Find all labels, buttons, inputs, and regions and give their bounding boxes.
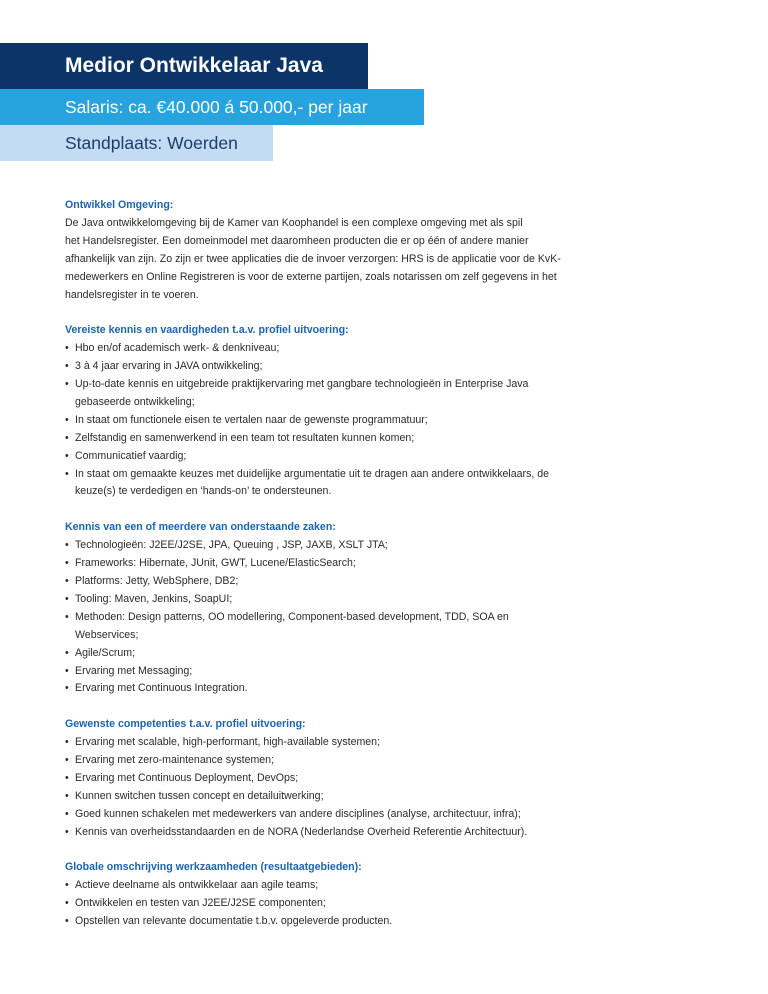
list-item: • Kunnen switchen tussen concept en detailuitwerking; bbox=[65, 788, 565, 806]
list-item: • Ervaring met Continuous Integration. bbox=[65, 680, 565, 698]
paragraph-line: De Java ontwikkelomgeving bij de Kamer van Koophandel is een complexe omgeving met als spil bbox=[65, 216, 523, 229]
job-title-banner bbox=[0, 43, 368, 89]
section-title: Vereiste kennis en vaardigheden t.a.v. profiel uitvoering: bbox=[65, 324, 349, 337]
salary-banner bbox=[0, 89, 424, 125]
list-item: • Up-to-date kennis en uitgebreide praktijkervaring met gangbare technologieën in Enterprise Java gebaseerde ontwikkeling; bbox=[65, 376, 565, 412]
list-item: • Opstellen van relevante documentatie t.b.v. opgeleverde producten. bbox=[65, 913, 565, 931]
section-title: Ontwikkel Omgeving: bbox=[65, 199, 174, 211]
location-banner bbox=[0, 125, 273, 161]
section-knowledge bbox=[65, 519, 565, 698]
list-item: • Ervaring met zero-maintenance systemen; bbox=[65, 752, 565, 770]
list-item: • Tooling: Maven, Jenkins, SoapUI; bbox=[65, 591, 565, 609]
list-item: • In staat om functionele eisen te vertalen naar de gewenste programmatuur; bbox=[65, 412, 565, 430]
location-text: Standplaats: Woerden bbox=[65, 132, 238, 153]
job-title: Medior Ontwikkelaar Java bbox=[65, 54, 323, 77]
list-item: • Actieve deelname als ontwikkelaar aan agile teams; bbox=[65, 877, 565, 895]
list-item: • Goed kunnen schakelen met medewerkers van andere disciplines (analyse, architectuur, infra); bbox=[65, 806, 565, 824]
list-item: • Ontwikkelen en testen van J2EE/J2SE componenten; bbox=[65, 895, 565, 913]
list-item: • Communicatief vaardig; bbox=[65, 448, 565, 466]
section-competencies bbox=[65, 716, 565, 841]
list-item: • In staat om gemaakte keuzes met duidelijke argumentatie uit te dragen aan andere ontwikkelaars, de keuze(s) te verdedigen en ‘hands-on’ te ondersteunen. bbox=[65, 466, 565, 502]
bullet-list bbox=[65, 340, 565, 501]
paragraph-line: het Handelsregister. Een domeinmodel met daaromheen producten die er op één of andere manier bbox=[65, 234, 529, 247]
list-item: • Kennis van overheidsstandaarden en de NORA (Nederlandse Overheid Referentie Architectuur). bbox=[65, 824, 565, 842]
list-item: • Ervaring met Continuous Deployment, DevOps; bbox=[65, 770, 565, 788]
section-development-environment bbox=[65, 197, 565, 304]
section-responsibilities bbox=[65, 859, 565, 931]
list-item: • 3 à 4 jaar ervaring in JAVA ontwikkeling; bbox=[65, 358, 565, 376]
paragraph-line: medewerkers en Online Registreren is voor de externe partijen, zoals notarissen om zelf gegevens in het bbox=[65, 270, 557, 283]
bullet-list bbox=[65, 877, 565, 931]
section-title: Gewenste competenties t.a.v. profiel uitvoering: bbox=[65, 718, 306, 731]
paragraph-line: afhankelijk van zijn. Zo zijn er twee applicaties die de invoer verzorgen: HRS is de applicatie voor de KvK- bbox=[65, 252, 561, 265]
section-required-skills bbox=[65, 322, 565, 501]
bullet-list bbox=[65, 734, 565, 841]
section-title: Kennis van een of meerdere van onderstaande zaken: bbox=[65, 521, 336, 534]
list-item: • Ervaring met scalable, high-performant, high-available systemen; bbox=[65, 734, 565, 752]
list-item: • Zelfstandig en samenwerkend in een team tot resultaten kunnen komen; bbox=[65, 430, 565, 448]
list-item: • Platforms: Jetty, WebSphere, DB2; bbox=[65, 573, 565, 591]
list-item: • Hbo en/of academisch werk- & denkniveau; bbox=[65, 340, 565, 358]
list-item: • Technologieën: J2EE/J2SE, JPA, Queuing , JSP, JAXB, XSLT JTA; bbox=[65, 537, 565, 555]
bullet-list bbox=[65, 537, 565, 698]
list-item: • Agile/Scrum; bbox=[65, 645, 565, 663]
paragraph-line: handelsregister in te voeren. bbox=[65, 288, 199, 301]
list-item: • Frameworks: Hibernate, JUnit, GWT, Lucene/ElasticSearch; bbox=[65, 555, 565, 573]
job-description bbox=[65, 197, 565, 949]
section-title: Globale omschrijving werkzaamheden (resultaatgebieden): bbox=[65, 861, 362, 874]
list-item: • Methoden: Design patterns, OO modellering, Component-based development, TDD, SOA en Webservices; bbox=[65, 609, 565, 645]
salary-text: Salaris: ca. €40.000 á 50.000,- per jaar bbox=[65, 96, 368, 117]
list-item: • Ervaring met Messaging; bbox=[65, 663, 565, 681]
